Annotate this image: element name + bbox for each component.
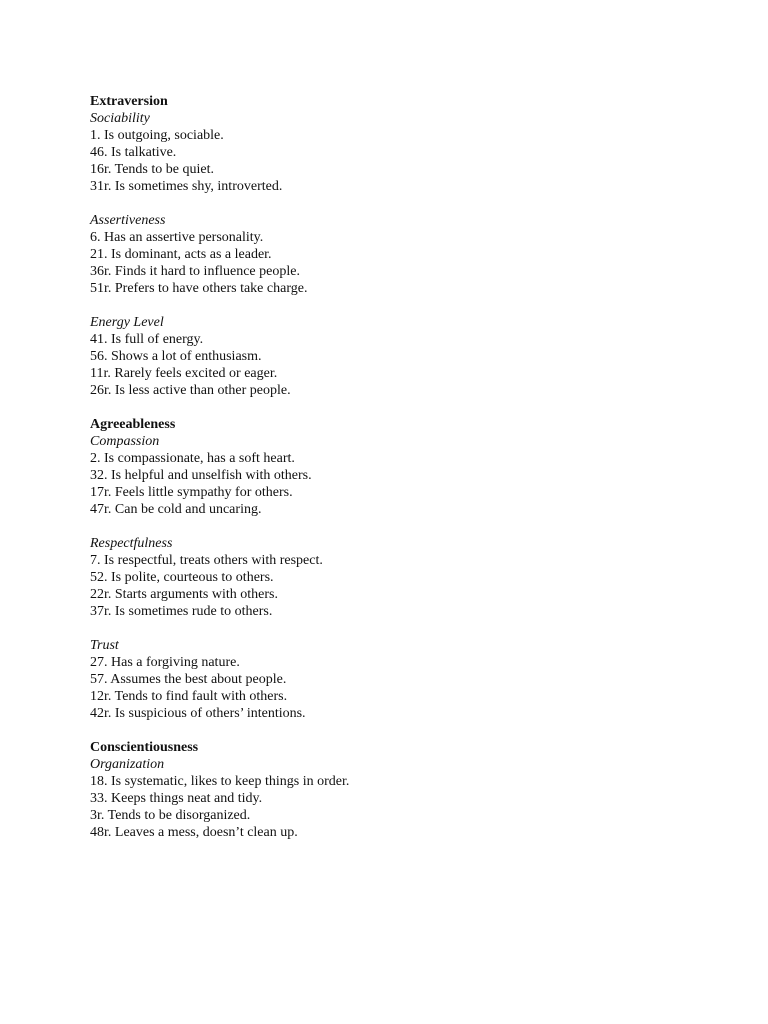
facet-assertiveness xyxy=(90,212,730,297)
questionnaire-item: 1. Is outgoing, sociable. xyxy=(90,128,224,143)
questionnaire-item: 3r. Tends to be disorganized. xyxy=(90,808,251,823)
facet-respectfulness xyxy=(90,535,730,620)
questionnaire-item: 27. Has a forgiving nature. xyxy=(90,655,240,670)
domain-title: Agreeableness xyxy=(90,417,176,432)
domain-conscientiousness xyxy=(90,739,730,841)
document-page xyxy=(90,93,730,841)
facet-title: Trust xyxy=(90,638,119,653)
questionnaire-item: 57. Assumes the best about people. xyxy=(90,672,287,687)
questionnaire-item: 17r. Feels little sympathy for others. xyxy=(90,485,293,500)
facet-title: Sociability xyxy=(90,111,150,126)
domain-agreeableness xyxy=(90,416,730,722)
facet-title: Organization xyxy=(90,757,165,772)
questionnaire-item: 37r. Is sometimes rude to others. xyxy=(90,604,273,619)
questionnaire-item: 36r. Finds it hard to influence people. xyxy=(90,264,300,279)
facet-compassion xyxy=(90,433,730,518)
facet-trust xyxy=(90,637,730,722)
questionnaire-item: 7. Is respectful, treats others with respect. xyxy=(90,553,323,568)
questionnaire-item: 16r. Tends to be quiet. xyxy=(90,162,214,177)
questionnaire-item: 52. Is polite, courteous to others. xyxy=(90,570,274,585)
facet-title: Energy Level xyxy=(90,315,164,330)
questionnaire-item: 32. Is helpful and unselfish with others. xyxy=(90,468,312,483)
questionnaire-item: 2. Is compassionate, has a soft heart. xyxy=(90,451,295,466)
facet-sociability xyxy=(90,110,730,195)
questionnaire-item: 12r. Tends to find fault with others. xyxy=(90,689,288,704)
facet-organization xyxy=(90,756,730,841)
domain-title: Extraversion xyxy=(90,94,168,109)
questionnaire-item: 26r. Is less active than other people. xyxy=(90,383,291,398)
facet-energy-level xyxy=(90,314,730,399)
questionnaire-item: 31r. Is sometimes shy, introverted. xyxy=(90,179,283,194)
facet-title: Compassion xyxy=(90,434,160,449)
facet-title: Assertiveness xyxy=(90,213,166,228)
questionnaire-item: 48r. Leaves a mess, doesn’t clean up. xyxy=(90,825,298,840)
domain-extraversion xyxy=(90,93,730,399)
questionnaire-item: 56. Shows a lot of enthusiasm. xyxy=(90,349,262,364)
questionnaire-item: 11r. Rarely feels excited or eager. xyxy=(90,366,278,381)
questionnaire-item: 33. Keeps things neat and tidy. xyxy=(90,791,263,806)
facet-title: Respectfulness xyxy=(90,536,173,551)
questionnaire-item: 21. Is dominant, acts as a leader. xyxy=(90,247,272,262)
questionnaire-item: 46. Is talkative. xyxy=(90,145,177,160)
questionnaire-item: 6. Has an assertive personality. xyxy=(90,230,264,245)
domain-title: Conscientiousness xyxy=(90,740,199,755)
questionnaire-item: 22r. Starts arguments with others. xyxy=(90,587,278,602)
questionnaire-item: 51r. Prefers to have others take charge. xyxy=(90,281,308,296)
questionnaire-item: 41. Is full of energy. xyxy=(90,332,204,347)
questionnaire-item: 18. Is systematic, likes to keep things in order. xyxy=(90,774,350,789)
questionnaire-item: 42r. Is suspicious of others’ intentions. xyxy=(90,706,306,721)
questionnaire-item: 47r. Can be cold and uncaring. xyxy=(90,502,262,517)
